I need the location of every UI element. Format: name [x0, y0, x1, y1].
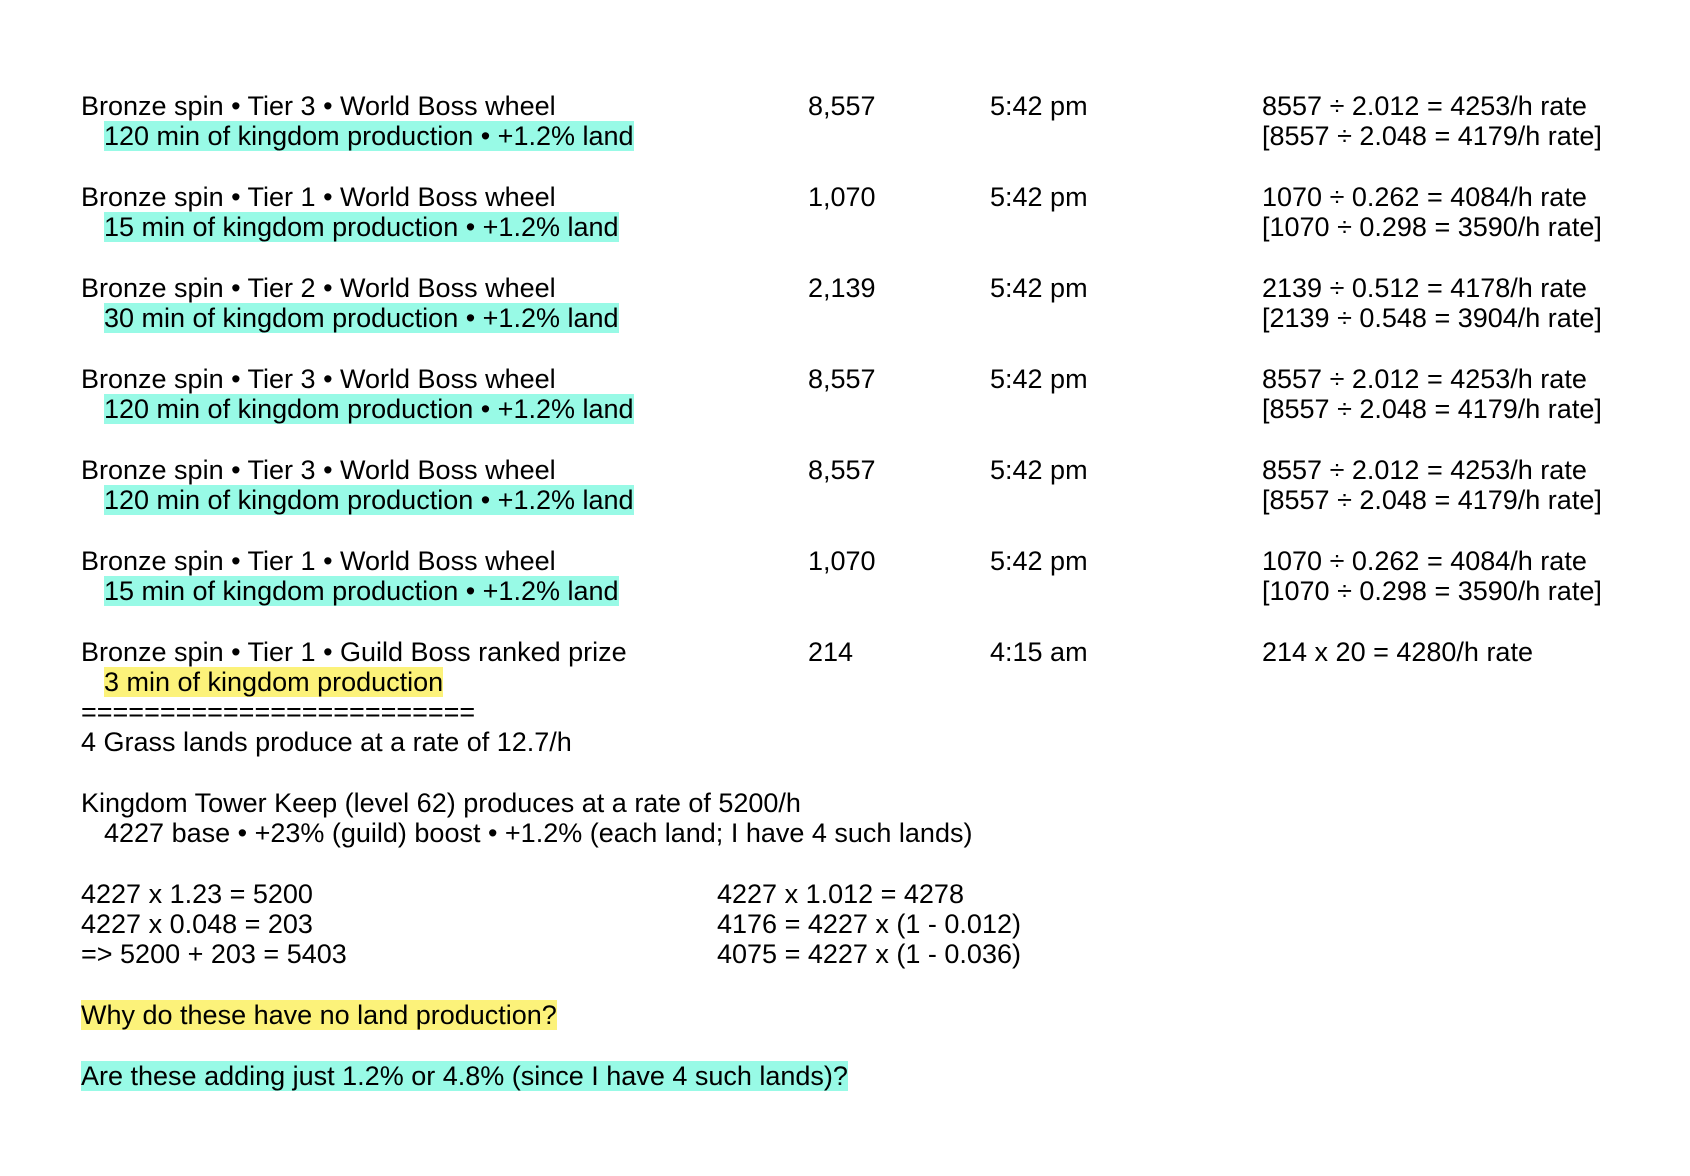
entry-calc: 214 x 20 = 4280/h rate [1262, 637, 1533, 667]
math-right-line: 4075 = 4227 x (1 - 0.036) [717, 939, 1021, 969]
entry-calc-alt: [2139 ÷ 0.548 = 3904/h rate] [1262, 303, 1602, 333]
entry-calc-alt: [8557 ÷ 2.048 = 4179/h rate] [1262, 394, 1602, 424]
entry-time: 5:42 pm [990, 455, 1088, 485]
entry-amount: 214 [808, 637, 854, 667]
math-right-line: 4227 x 1.012 = 4278 [717, 879, 964, 909]
entry-calc: 8557 ÷ 2.012 = 4253/h rate [1262, 91, 1587, 121]
entry-title: Bronze spin • Tier 3 • World Boss wheel [81, 455, 556, 485]
entry-calc: 8557 ÷ 2.012 = 4253/h rate [1262, 455, 1587, 485]
entry-time: 5:42 pm [990, 273, 1088, 303]
keep-title: Kingdom Tower Keep (level 62) produces at a rate of 5200/h [81, 788, 801, 818]
keep-detail: 4227 base • +23% (guild) boost • +1.2% (each land; I have 4 such lands) [104, 818, 973, 848]
entry-calc: 1070 ÷ 0.262 = 4084/h rate [1262, 546, 1587, 576]
entry-amount: 2,139 [808, 273, 876, 303]
question-land-percentage: Are these adding just 1.2% or 4.8% (since I have 4 such lands)? [81, 1061, 848, 1091]
entry-amount: 1,070 [808, 546, 876, 576]
entry-calc-alt: [8557 ÷ 2.048 = 4179/h rate] [1262, 121, 1602, 151]
entry-time: 5:42 pm [990, 182, 1088, 212]
separator-line: ========================= [81, 697, 476, 727]
entry-time: 4:15 am [990, 637, 1088, 667]
entry-time: 5:42 pm [990, 364, 1088, 394]
entry-note: 120 min of kingdom production • +1.2% land [104, 121, 634, 151]
entry-note: 3 min of kingdom production [104, 667, 444, 697]
math-right-line: 4176 = 4227 x (1 - 0.012) [717, 909, 1021, 939]
entry-calc-alt: [1070 ÷ 0.298 = 3590/h rate] [1262, 212, 1602, 242]
entry-title: Bronze spin • Tier 3 • World Boss wheel [81, 364, 556, 394]
entry-time: 5:42 pm [990, 546, 1088, 576]
entry-calc: 2139 ÷ 0.512 = 4178/h rate [1262, 273, 1587, 303]
entry-title: Bronze spin • Tier 1 • World Boss wheel [81, 546, 556, 576]
math-left-line: => 5200 + 203 = 5403 [81, 939, 347, 969]
entry-title: Bronze spin • Tier 3 • World Boss wheel [81, 91, 556, 121]
entry-amount: 1,070 [808, 182, 876, 212]
entry-title: Bronze spin • Tier 1 • Guild Boss ranked prize [81, 637, 627, 667]
entry-note: 15 min of kingdom production • +1.2% land [104, 212, 619, 242]
entry-calc-alt: [1070 ÷ 0.298 = 3590/h rate] [1262, 576, 1602, 606]
math-left-line: 4227 x 1.23 = 5200 [81, 879, 313, 909]
entry-amount: 8,557 [808, 455, 876, 485]
entry-time: 5:42 pm [990, 91, 1088, 121]
grass-note: 4 Grass lands produce at a rate of 12.7/h [81, 727, 572, 757]
math-left-line: 4227 x 0.048 = 203 [81, 909, 313, 939]
entry-calc-alt: [8557 ÷ 2.048 = 4179/h rate] [1262, 485, 1602, 515]
entry-calc: 1070 ÷ 0.262 = 4084/h rate [1262, 182, 1587, 212]
entry-amount: 8,557 [808, 91, 876, 121]
entry-calc: 8557 ÷ 2.012 = 4253/h rate [1262, 364, 1587, 394]
entry-note: 15 min of kingdom production • +1.2% land [104, 576, 619, 606]
entry-note: 120 min of kingdom production • +1.2% land [104, 485, 634, 515]
entry-title: Bronze spin • Tier 2 • World Boss wheel [81, 273, 556, 303]
entry-amount: 8,557 [808, 364, 876, 394]
question-no-land-production: Why do these have no land production? [81, 1000, 557, 1030]
entry-note: 30 min of kingdom production • +1.2% land [104, 303, 619, 333]
entry-title: Bronze spin • Tier 1 • World Boss wheel [81, 182, 556, 212]
entry-note: 120 min of kingdom production • +1.2% land [104, 394, 634, 424]
